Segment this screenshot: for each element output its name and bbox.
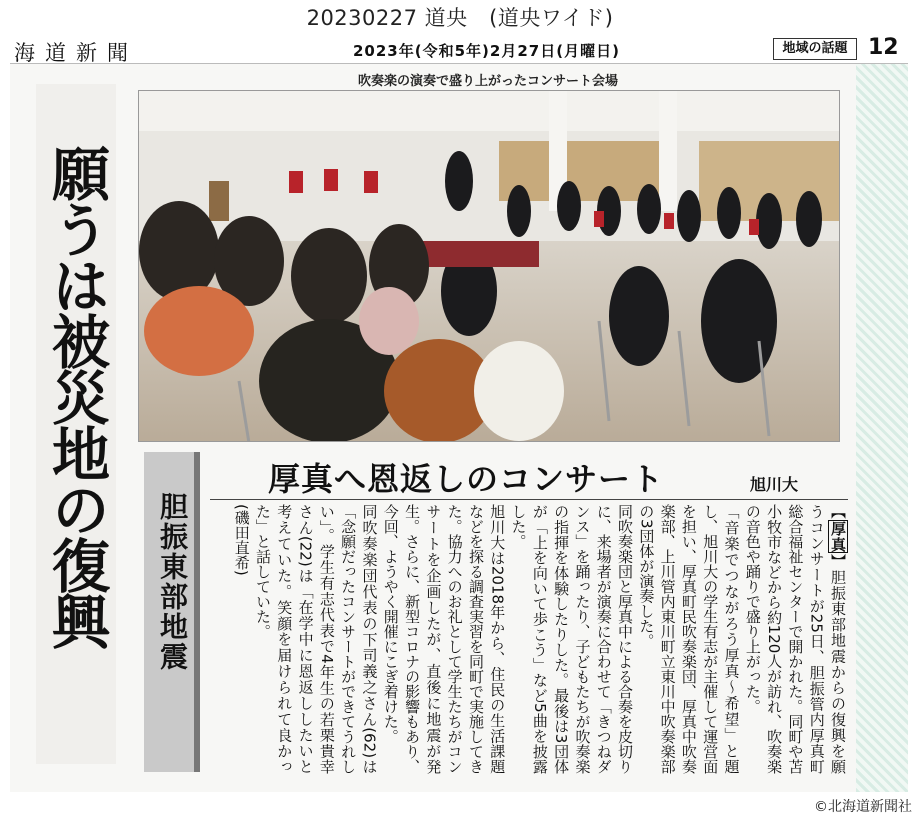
subhead: 胆振東部地震: [156, 492, 189, 672]
masthead: [10, 34, 908, 64]
newspaper-name: 海道新聞: [14, 41, 138, 65]
main-headline: 願うは被災地の復興: [42, 144, 110, 648]
article-body: [206, 504, 848, 774]
page-header: 20230227 道央 (道央ワイド): [306, 6, 614, 30]
title-rule: [210, 499, 848, 500]
copyright: ©北海道新聞社: [814, 799, 912, 815]
dateline-tag: 厚真: [829, 520, 847, 553]
concert-photo-illustration: [139, 91, 840, 442]
subhead-panel: [144, 452, 200, 772]
photo-caption: 吹奏楽の演奏で盛り上がったコンサート会場: [357, 74, 618, 89]
reporter-name: (磯田直希): [232, 504, 251, 576]
byline: 旭川大: [750, 475, 799, 494]
article-title: 厚真へ恩返しのコンサート: [268, 460, 665, 498]
paragraph-1-text: 胆振東部地震からの復興を願うコンサートが25日、胆振管内厚真町総合福祉センターで開かれた。同町や苫小牧市などから約120人が訪れ、吹奏楽の音色や踊りで盛り上がった。: [743, 504, 847, 774]
paragraph-5: 同吹奏楽団代表の下司義之さん(62)は「念願だったコンサートができてうれしい」。学生有志代表で4年生の若栗貴幸さん(22)は「在学中に恩返ししたいと考えていた。笑顔を届けられて良かった」と話していた。: [253, 504, 379, 774]
concert-photo: [138, 90, 840, 442]
paragraph-3: 同吹奏楽団と厚真中による合奏を皮切りに、来場者が演奏に合わせて「きつねダンス」を踊ったり、子どもたちが吹奏楽の指揮を体験したりした。最後は3団体が「上を向いて歩こう」など5曲を披露した。: [509, 504, 635, 774]
main-headline-panel: [36, 84, 116, 764]
paragraph-2: 「音楽でつながろう厚真～希望」と題し、旭川大の学生有志が主催して運営面を担い、厚真町民吹奏楽団、厚真中吹奏楽部、上川管内東川町立東川中吹奏楽部の3団体が演奏した。: [637, 504, 741, 774]
page-number: 12: [868, 35, 899, 60]
newspaper-clipping: [10, 34, 908, 792]
paragraph-1: 【厚真】胆振東部地震からの復興を願うコンサートが25日、胆振管内厚真町総合福祉センターで開かれた。同町や苫小牧市などから約120人が訪れ、吹奏楽の音色や踊りで盛り上がった。: [743, 504, 847, 774]
decorative-stripe: [856, 64, 908, 792]
issue-date: 2023年(令和5年)2月27日(月曜日): [353, 42, 620, 60]
section-label: 地域の話題: [773, 38, 857, 60]
paragraph-4: 旭川大は2018年から、住民の生活課題などを探る調査実習を同町で実施してきた。協力へのお礼として学生たちがコンサートを企画したが、直後に地震が発生。さらに、新型コロナの影響もあり、今回、ようやく開催にこぎ着けた。: [381, 504, 507, 774]
